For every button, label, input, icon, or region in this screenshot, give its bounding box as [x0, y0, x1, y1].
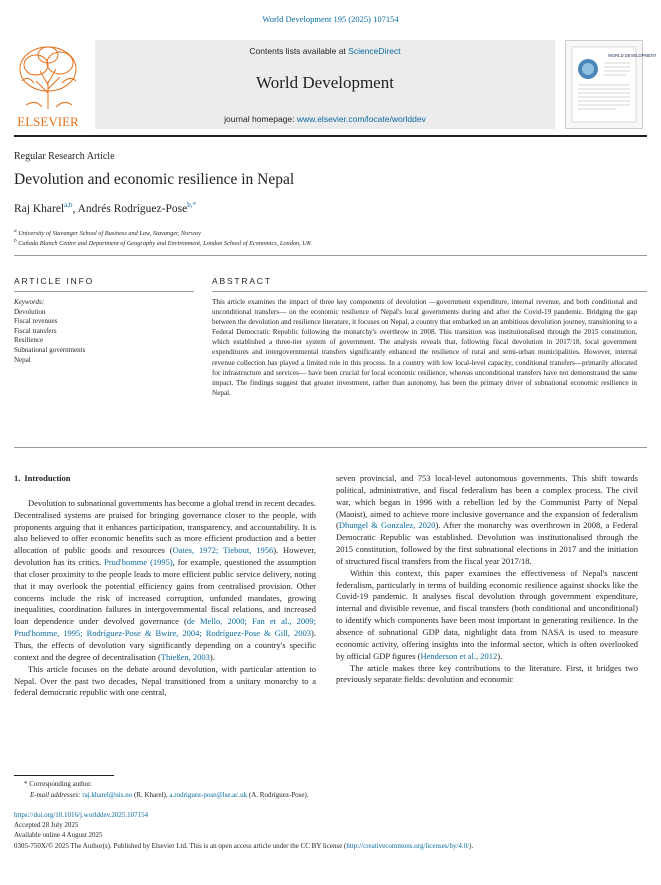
keyword: Resilience	[14, 336, 44, 345]
divider	[14, 447, 647, 448]
elsevier-tree-icon	[12, 41, 85, 129]
text-run: ).	[209, 651, 215, 662]
online-date: Available online 4 August 2025	[14, 831, 103, 839]
abstract-heading: ABSTRACT	[212, 276, 272, 286]
keywords-label: Keywords:	[14, 298, 45, 306]
email-addresses	[30, 791, 309, 799]
keyword: Fiscal transfers	[14, 326, 57, 335]
text-run: ). After the monarchy was overthrown in 2008, a Federal Democratic Republic was established. Devolution was institutionalised through the 2015 constitution, followed by the first subnational elections in 2017 and the initiation of structured fiscal transfers from the fiscal year 2017/18.	[336, 520, 638, 566]
abstract-text: This article examines the impact of three key components of devolution —government expenditure, internal revenue, and both conditional and unconditional transfers— on the economic resilience of Nepal's local governments during and after the Covid-19 pandemic. Bridging the gap between the devolution and resilience literature, it focuses on Nepal, a country that embarked on an ambitious devolution journey, transitioning to a Federal Democratic Republic following the monarchy's overthrow in 2008. This transition was institutionalised through the 2015 constitution, which established a three-tier system of government. The analysis reveals that, following fiscal devolution in 2017/18, local government expenditures and intergovernmental transfers significantly enhanced the resilience of rural and semi-urban municipalities. However, internal revenue collection has played a limited role in this process. In a country with low local-level capacity, conditional transfers—primarily allocated for infrastructure and services— have been crucial for local economic resilience, whereas unconditional transfers have not demonstrated the same impact. The findings suggest that greater investment, rather than autonomy, has been the primary driver of subnational economic resilience in Nepal.	[212, 298, 637, 397]
email-owner: (R. Kharel),	[132, 791, 170, 799]
email-owner: (A. Rodríguez-Pose).	[247, 791, 309, 799]
accepted-date: Accepted 28 July 2025	[14, 821, 79, 829]
paragraph: The article makes three key contributions to the literature. First, it bridges two previously separate fields: devolution and economic	[336, 662, 638, 685]
paragraph	[336, 473, 638, 568]
affil-mark: b	[14, 238, 17, 244]
paragraph	[14, 498, 316, 664]
keyword: Devolution	[14, 307, 46, 316]
citation-link[interactable]: Dhungel & Gonzalez, 2020	[338, 520, 436, 531]
journal-cover-thumbnail[interactable]	[565, 40, 657, 129]
article-type: Regular Research Article	[14, 151, 115, 162]
affil-text: University of Stavanger School of Business and Law, Stavanger, Norway	[18, 230, 201, 238]
contents-prefix: Contents lists available at	[249, 46, 349, 56]
author-name[interactable]: Andrés Rodríguez-Pose	[77, 202, 188, 215]
sciencedirect-link[interactable]: ScienceDirect	[348, 46, 401, 56]
author-name[interactable]: Raj Kharel	[14, 202, 65, 215]
author-affil-mark[interactable]: b,*	[187, 201, 196, 209]
section-heading	[14, 473, 316, 485]
affil-text: Cañada Blanch Centre and Department of Geography and Environment, London School of Economics, London, UK	[18, 240, 312, 248]
license-text: 0305-750X/© 2025 The Author(s). Published by Elsevier Ltd. This is an open access article under the CC BY license (	[14, 842, 347, 850]
citation-link[interactable]: Oates, 1972; Tiebout, 1956	[172, 545, 274, 556]
body-column-right	[336, 473, 638, 686]
keyword: Subnational governments	[14, 345, 86, 354]
email-label: E-mail addresses:	[30, 791, 81, 799]
contents-availability	[95, 46, 555, 56]
citation-link[interactable]: Henderson et al., 2012	[420, 650, 498, 661]
license-statement	[14, 842, 473, 850]
email-link[interactable]: raj.kharel@uis.no	[82, 791, 133, 799]
affil-mark: a	[14, 228, 17, 234]
divider	[14, 291, 194, 292]
text-run: Within this context, this paper examines the effectiveness of Nepal's nascent federalism, particularly in terms of building economic resilience against shocks like the Covid-19 pandemic. It analyses fiscal devolution through government expenditure, internal and divisible revenue, and fiscal transfers (both conditional and unconditional) to identify which components have been most important in generating resilience. In the absence of subnational GDP data, nightlight data from NASA is used to measure economic activity, offering insights into the informal sector, which is often overlooked by official GDP figures (	[336, 567, 638, 661]
divider	[212, 291, 647, 292]
license-link[interactable]: http://creativecommons.org/licenses/by/4.0/	[346, 842, 470, 850]
elsevier-logo	[12, 41, 85, 129]
homepage-link[interactable]: www.elsevier.com/locate/worlddev	[296, 114, 426, 124]
author-separator: ,	[72, 202, 78, 215]
section-number: 1.	[14, 473, 21, 483]
cover-title: WORLD DEVELOPMENT	[608, 53, 657, 58]
footnote-divider	[14, 775, 114, 776]
paragraph	[336, 568, 638, 663]
article-info-heading: ARTICLE INFO	[14, 276, 95, 286]
text-run: Devolution to subnational governments has become a global trend in recent decades. Decentralised systems are praised for bringing governance closer to the people, with proponents arguing that it enhances participation, transparency, and accountability. It is also believed to offer economic benefits such as more efficient production and a better allocation of public goods and resources (	[14, 497, 316, 556]
affiliation-a	[14, 228, 201, 237]
keywords-list	[14, 298, 85, 365]
citation-link[interactable]: Thießen, 2003	[160, 651, 210, 662]
homepage-prefix: journal homepage:	[224, 114, 297, 124]
section-title: Introduction	[24, 473, 71, 483]
text-run: ). However, devolution has its critics.	[14, 545, 316, 568]
elsevier-wordmark: ELSEVIER	[17, 114, 79, 129]
journal-title: World Development	[256, 73, 394, 92]
cover-image-icon	[566, 41, 657, 128]
divider	[14, 255, 647, 256]
license-text: ).	[469, 842, 474, 850]
journal-reference[interactable]: World Development 195 (2025) 107154	[262, 14, 399, 24]
paper-title: Devolution and economic resilience in Nepal	[14, 171, 295, 188]
header-divider	[14, 135, 647, 137]
citation-link[interactable]: de Mello, 2000; Fan et al., 2009; Prud'homme, 1995; Rodríguez-Pose & Bwire, 2004; Rodríguez-Pose & Gill, 2003	[14, 616, 316, 639]
doi-link[interactable]: https://doi.org/10.1016/j.worlddev.2025.107154	[14, 811, 149, 819]
affiliation-b	[14, 238, 311, 247]
footnote-text: Corresponding author.	[29, 780, 92, 788]
text-run: ). Thus, the effects of devolution vary significantly depending on a country's specific context and the degree of decentralisation (	[14, 628, 316, 662]
text-run: seven provincial, and 753 local-level autonomous governments. This shift towards political, administrative, and fiscal federalism has been a complex process. The civil war, which began in 1996 with a rebellion led by the Communist Party of Nepal (Maoist), aimed to achieve more inclusive governance and the expansion of federalism (	[336, 473, 638, 531]
text-run: , for example, questioned the assumption that closer proximity to the people leads to more efficient public service delivery, noting that it may overlook the potential efficiency gains from centralised provision. Other concerns include the risk of increased corruption, unfunded mandates, growing inequalities, coordination failures in intergovernmental fiscal relations, and increased loan dependence under devolved governance (	[14, 557, 316, 627]
paragraph: This article focuses on the debate around devolution, with particular attention to Nepal. Over the past two decades, Nepal transitioned from a unitary monarchy to a federal democratic republic with one central,	[14, 663, 316, 698]
body-column-left	[14, 473, 316, 699]
journal-homepage	[95, 114, 555, 124]
citation-link[interactable]: Prud'homme (1995)	[104, 557, 173, 568]
text-run: ).	[497, 650, 503, 661]
author-affil-mark[interactable]: a,b	[64, 201, 73, 209]
keyword: Nepal	[14, 355, 31, 364]
keyword: Fiscal revenues	[14, 317, 58, 326]
footnote-mark: *	[24, 780, 28, 788]
corresponding-author-note	[24, 780, 92, 788]
email-link[interactable]: a.rodriguez-pose@lse.ac.uk	[169, 791, 248, 799]
author-list	[14, 201, 196, 215]
